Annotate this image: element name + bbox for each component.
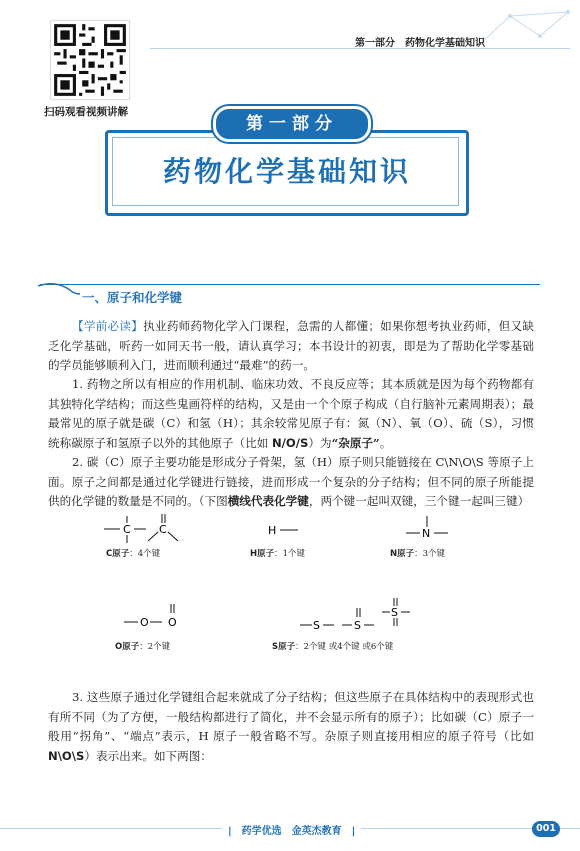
sulfur-symbol: S [313, 619, 320, 632]
oxygen-caption-label: O原子 [115, 642, 140, 652]
oxygen-bond-diagram [120, 600, 190, 632]
p1-text-2: ）为 [308, 435, 332, 450]
sulfur-symbol-3: S [391, 606, 398, 619]
oxygen-caption [115, 640, 170, 652]
nitrogen-symbol: N [422, 527, 431, 540]
p1-hetero-term: “杂原子” [331, 435, 380, 450]
carbon-caption-desc: ：4个键 [129, 549, 161, 559]
hydrogen-bond-diagram [262, 520, 312, 540]
p1-text: 1. 药物之所以有相应的作用机制、临床功效、不良反应等；其本质就是因为每个药物都有其独特化学结构；而这些鬼画符样的结构，又是由一个个原子构成（自行脑补元素周期表）；最最常见的原子就是碳（C）和氢（H）；其余较常见原子有：氮（N）、氧（O）、硫（S），习惯统称碳原子和氢原子以外的其他原子（比如 [48, 377, 534, 450]
sulfur-symbol-2: S [354, 619, 361, 632]
paragraph-intro [48, 317, 534, 376]
sulfur-bond-diagram [296, 596, 426, 636]
section-swoosh [36, 276, 82, 300]
section-rule [40, 284, 540, 285]
qr-caption: 扫码观看视频讲解 [44, 106, 128, 118]
carbon-symbol: C [123, 523, 131, 536]
paragraph-2 [48, 453, 534, 512]
sulfur-caption-label: S原子 [272, 642, 296, 652]
sulfur-caption [272, 640, 393, 652]
oxygen-symbol-2: O [168, 616, 177, 629]
carbon-symbol-2: C [159, 523, 167, 536]
carbon-caption [106, 547, 160, 559]
p2-bold-bonds: 横线代表化学键 [227, 494, 309, 508]
hydrogen-caption-label: H原子 [250, 549, 275, 559]
p3-bold-atoms: N\O\S [48, 748, 85, 763]
p2-text: 2. 碳（C）原子主要功能是形成分子骨架，氢（H）原子则只能链接在 C\N\O\S 等原子上面。原子之间都是通过化学键进行链接，进而形成一个复杂的分子结构；但不同的原子所能提供的化学键的数量是不同的。（下图 [48, 455, 534, 508]
p3-text-2: ）表示出来。如下两图： [84, 748, 212, 763]
nitrogen-caption-desc: ：3个键 [414, 549, 446, 559]
hydrogen-symbol: H [268, 524, 277, 537]
sulfur-caption-desc: ：2个键 或4个键 或6个键 [295, 642, 394, 652]
chapter-title: 药物化学基础知识 [162, 155, 411, 188]
footer-brand: | 药学优选 金英杰教育 | [222, 822, 361, 837]
part-label: 第一部分 [246, 114, 338, 134]
oxygen-caption-desc: ：2个键 [139, 642, 171, 652]
carbon-caption-label: C原子 [106, 549, 130, 559]
intro-tag: 【学前必读】 [72, 319, 144, 333]
nitrogen-bond-diagram [400, 512, 460, 548]
paragraph-3 [48, 688, 534, 766]
section-heading: 一、原子和化学键 [82, 290, 183, 305]
oxygen-symbol: O [140, 616, 149, 629]
p3-text: 3. 这些原子通过化学键组合起来就成了分子结构；但这些原子在具体结构中的表现形式也有所不同（为了方便，一般结构都进行了简化，并不会显示所有的原子）；比如碳（C）原子一般用“拐角”、“端点”表示，H 原子一般省略不写。杂原子则直接用相应的原子符号（比如 [48, 690, 534, 743]
page-number: 001 [532, 821, 560, 837]
nitrogen-caption-label: N原子 [390, 549, 415, 559]
nitrogen-caption [390, 547, 445, 559]
hydrogen-caption [250, 547, 305, 559]
hydrogen-caption-desc: ：1个键 [274, 549, 306, 559]
p2-text-2: ，两个键一起叫双键，三个键一起叫三键） [308, 494, 530, 508]
paragraph-1 [48, 375, 534, 453]
p1-text-3: 。 [379, 435, 392, 450]
running-header: 第一部分 药物化学基础知识 [355, 38, 485, 49]
intro-text: 执业药师药物化学入门课程，急需的人都懂；如果你想考执业药师，但又缺乏化学基础，听药一如同天书一般，请认真学习；本书设计的初衷，即是为了帮助化学零基础的学员能够顺利入门，进而顺利通过“最难”的药一。 [48, 319, 534, 372]
header-decoration [470, 6, 574, 50]
carbon-bond-diagram [98, 510, 193, 548]
p1-bold-atoms: N/O/S [271, 435, 309, 450]
qr-code [50, 20, 130, 100]
